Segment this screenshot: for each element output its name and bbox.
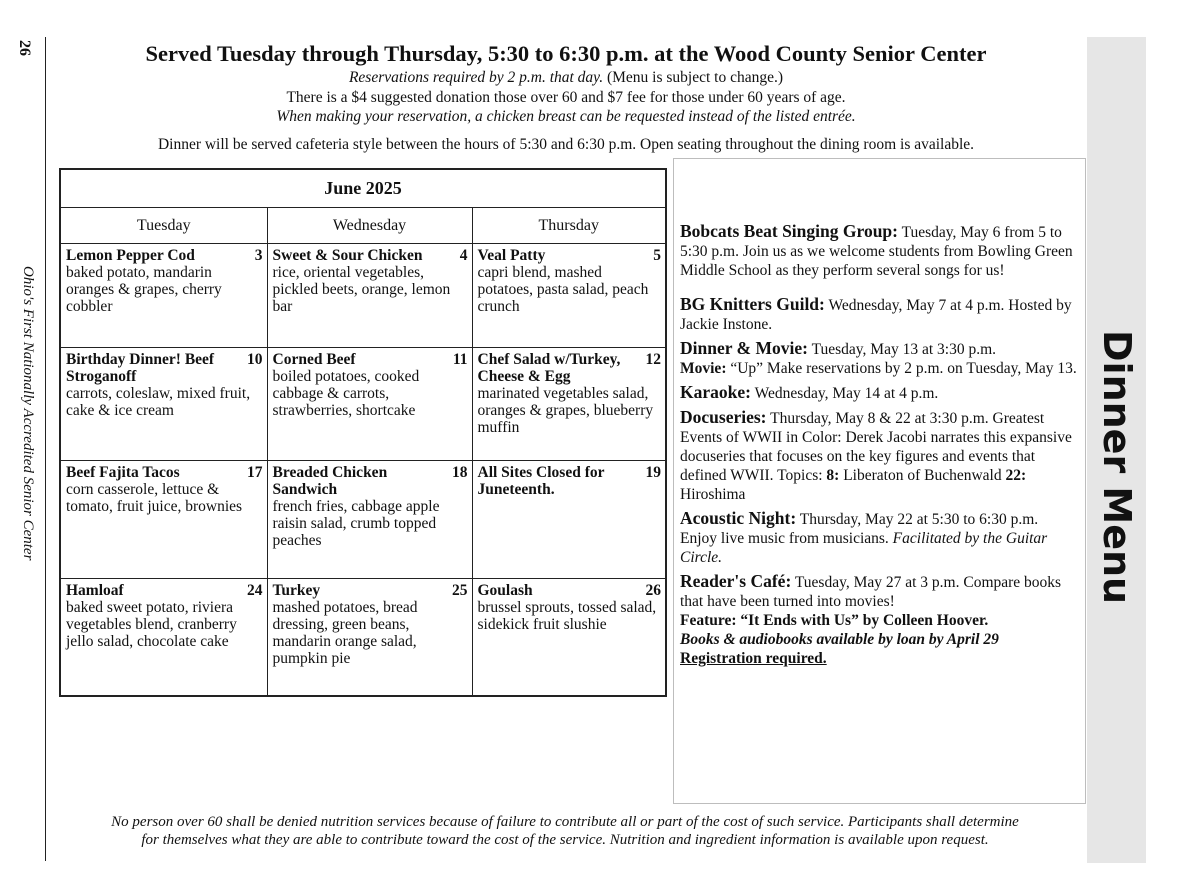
event-dinner-movie bbox=[680, 339, 1077, 378]
meal-date: 25 bbox=[452, 582, 468, 599]
event-readers-cafe bbox=[680, 572, 1077, 668]
event-title: Dinner & Movie: bbox=[680, 338, 808, 358]
registration-note: Registration required. bbox=[680, 650, 827, 667]
reservation-deadline: Reservations required by 2 p.m. that day. bbox=[348, 69, 604, 86]
event-details: Tuesday, May 6 from 5 to 5:30 p.m. Join us as we welcome students from Bowling Green Middle School as they perform several songs for us! bbox=[680, 224, 1073, 279]
meal-date: 19 bbox=[645, 464, 661, 481]
header bbox=[62, 40, 1070, 155]
meal-name: Beef Fajita Tacos bbox=[66, 464, 180, 481]
movie-label: Movie: bbox=[680, 360, 727, 377]
meal-name: Corned Beef bbox=[272, 351, 356, 368]
event-title: BG Knitters Guild: bbox=[680, 294, 825, 314]
event-details: Thursday, May 8 & 22 at 3:30 p.m. Greatest Events of WWII in Color: Derek Jacobi narrates this expansive docuseries that focuses on the key figures and events that defined WWII. Topics: bbox=[680, 410, 1072, 484]
event-docuseries bbox=[680, 408, 1077, 504]
donation-line: There is a $4 suggested donation those over 60 and $7 fee for those under 60 years of age. bbox=[286, 88, 846, 106]
meal-name: All Sites Closed for Juneteenth. bbox=[477, 464, 605, 498]
meal-name: Chef Salad w/Turkey, Cheese & Egg bbox=[477, 351, 621, 385]
meal-items: rice, oriental vegetables, pickled beets, orange, lemon bar bbox=[272, 264, 451, 315]
meal-date: 26 bbox=[645, 582, 661, 599]
meal-date: 10 bbox=[247, 351, 263, 368]
loan-note: Books & audiobooks available by loan by April 29 bbox=[680, 631, 999, 648]
topic-number: 8: bbox=[826, 467, 840, 484]
meal-items: carrots, coleslaw, mixed fruit, cake & ice cream bbox=[66, 385, 251, 419]
footer-disclaimer bbox=[52, 813, 1078, 849]
reservation-line bbox=[62, 68, 1070, 88]
menu-cell bbox=[60, 579, 267, 696]
event-title: Karaoke: bbox=[680, 382, 751, 402]
side-tab-label: Dinner Menu bbox=[1095, 330, 1139, 605]
topic-name: Liberaton of Buchenwald bbox=[839, 467, 1006, 484]
event-title: Reader's Café: bbox=[680, 571, 792, 591]
menu-cell bbox=[267, 348, 472, 461]
event-details: Thursday, May 22 at 5:30 to 6:30 p.m. Enjoy live music from musicians. bbox=[680, 511, 1039, 547]
day-header-wednesday: Wednesday bbox=[267, 208, 472, 244]
event-acoustic bbox=[680, 509, 1077, 567]
event-details: Tuesday, May 13 at 3:30 p.m. bbox=[808, 341, 997, 358]
meal-items: baked sweet potato, riviera vegetables blend, cranberry jello salad, chocolate cake bbox=[66, 599, 237, 650]
event-title: Bobcats Beat Singing Group: bbox=[680, 221, 898, 241]
topic-name: Hiroshima bbox=[680, 486, 746, 503]
menu-table bbox=[59, 168, 667, 697]
menu-cell bbox=[472, 461, 666, 579]
menu-month: June 2025 bbox=[60, 169, 666, 208]
page-title: Served Tuesday through Thursday, 5:30 to 6:30 p.m. at the Wood County Senior Center bbox=[145, 41, 987, 66]
meal-items: french fries, cabbage apple raisin salad, crumb topped peaches bbox=[272, 498, 440, 549]
meal-date: 5 bbox=[653, 247, 661, 264]
footer-line: for themselves what they are able to contribute toward the cost of the service. Nutrition and ingredient information is available upon request. bbox=[141, 832, 989, 848]
meal-name: Turkey bbox=[272, 582, 321, 599]
events-panel bbox=[673, 158, 1086, 804]
meal-name: Veal Patty bbox=[477, 247, 546, 264]
meal-date: 12 bbox=[645, 351, 661, 368]
menu-cell bbox=[267, 579, 472, 696]
meal-items: brussel sprouts, tossed salad, sidekick fruit slushie bbox=[477, 599, 657, 633]
meal-date: 24 bbox=[247, 582, 263, 599]
topic-number: 22: bbox=[1005, 467, 1027, 484]
movie-details: “Up” Make reservations by 2 p.m. on Tuesday, May 13. bbox=[726, 360, 1077, 377]
event-knitters bbox=[680, 295, 1077, 334]
meal-items: baked potato, mandarin oranges & grapes, cherry cobbler bbox=[66, 264, 222, 315]
day-header-thursday: Thursday bbox=[472, 208, 666, 244]
meal-items: capri blend, mashed potatoes, pasta salad, peach crunch bbox=[477, 264, 649, 315]
week-row bbox=[60, 348, 666, 461]
week-row bbox=[60, 244, 666, 348]
event-facilitator: Facilitated by the Guitar Circle. bbox=[680, 530, 1048, 566]
week-row bbox=[60, 579, 666, 696]
meal-name: Lemon Pepper Cod bbox=[66, 247, 195, 264]
meal-date: 18 bbox=[452, 464, 468, 481]
meal-items: mashed potatoes, bread dressing, green beans, mandarin orange salad, pumpkin pie bbox=[272, 599, 418, 667]
menu-cell bbox=[472, 579, 666, 696]
menu-cell bbox=[267, 461, 472, 579]
meal-items: boiled potatoes, cooked cabbage & carrots, strawberries, shortcake bbox=[272, 368, 420, 419]
meal-date: 11 bbox=[452, 351, 468, 368]
meal-name: Birthday Dinner! Beef Stroganoff bbox=[66, 351, 215, 385]
meal-date: 17 bbox=[247, 464, 263, 481]
chicken-note: When making your reservation, a chicken breast can be requested instead of the listed entrée. bbox=[276, 108, 856, 125]
menu-cell bbox=[60, 348, 267, 461]
meal-name: Breaded Chicken Sandwich bbox=[272, 464, 388, 498]
dinner-style-note: Dinner will be served cafeteria style between the hours of 5:30 and 6:30 p.m. Open seating throughout the dining room is available. bbox=[157, 135, 975, 153]
event-bobcats bbox=[680, 222, 1077, 280]
event-details: Tuesday, May 27 at 3 p.m. Compare books that have been turned into movies! bbox=[680, 574, 1062, 610]
meal-name: Hamloaf bbox=[66, 582, 124, 599]
side-divider bbox=[45, 37, 46, 861]
meal-items: marinated vegetables salad, oranges & grapes, blueberry muffin bbox=[477, 385, 654, 436]
footer-line: No person over 60 shall be denied nutrition services because of failure to contribute all or part of the cost of such service. Participants shall determine bbox=[111, 814, 1019, 830]
event-details: Wednesday, May 14 at 4 p.m. bbox=[750, 385, 939, 402]
menu-cell bbox=[267, 244, 472, 348]
menu-change-note: (Menu is subject to change.) bbox=[603, 69, 784, 86]
feature-book: Feature: “It Ends with Us” by Colleen Hoover. bbox=[680, 612, 989, 629]
page-number: 26 bbox=[16, 40, 33, 56]
meal-items: corn casserole, lettuce & tomato, fruit juice, brownies bbox=[66, 481, 243, 515]
meal-date: 3 bbox=[254, 247, 263, 264]
menu-cell bbox=[472, 348, 666, 461]
meal-name: Goulash bbox=[477, 582, 533, 599]
event-details: Wednesday, May 7 at 4 p.m. Hosted by Jackie Instone. bbox=[680, 297, 1072, 333]
meal-date: 4 bbox=[459, 247, 468, 264]
meal-name: Sweet & Sour Chicken bbox=[272, 247, 423, 264]
side-motto: Ohio's First Nationally Accredited Senior Center bbox=[20, 266, 36, 561]
day-header-tuesday: Tuesday bbox=[60, 208, 267, 244]
event-karaoke bbox=[680, 383, 1077, 403]
menu-cell bbox=[472, 244, 666, 348]
menu-cell bbox=[60, 244, 267, 348]
event-title: Acoustic Night: bbox=[680, 508, 797, 528]
week-row bbox=[60, 461, 666, 579]
menu-cell bbox=[60, 461, 267, 579]
event-title: Docuseries: bbox=[680, 407, 767, 427]
